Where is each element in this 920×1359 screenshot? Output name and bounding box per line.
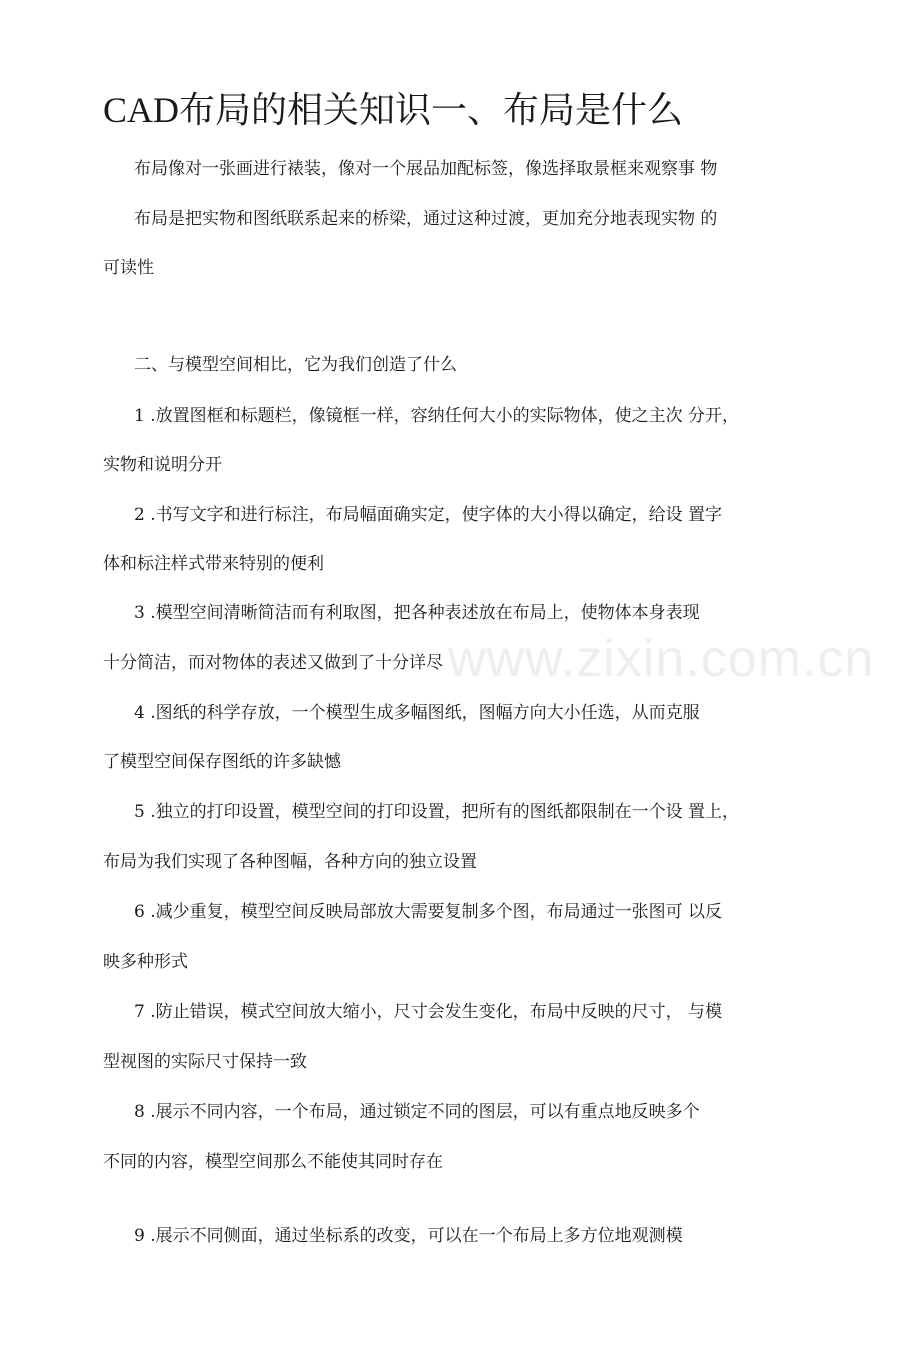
list-item-line: 9 .展示不同侧面，通过坐标系的改变，可以在一个布局上多方位地观测模 (134, 1226, 683, 1246)
list-item-line: 3 .模型空间清晰简洁而有利取图，把各种表述放在布局上，使物体本身表现 (134, 603, 700, 623)
list-item-line: 5 .独立的打印设置，模型空间的打印设置，把所有的图纸都限制在一个设 置上， (134, 802, 740, 822)
list-item-line: 体和标注样式带来特别的便利 (103, 554, 324, 574)
watermark: www.zixin.com.cn (448, 630, 875, 688)
paragraph-line: 布局是把实物和图纸联系起来的桥梁，通过这种过渡，更加充分地表现实物 的 (134, 209, 718, 229)
paragraph-line: 布局像对一张画进行裱装，像对一个展品加配标签，像选择取景框来观察事 物 (134, 159, 718, 179)
list-item-line: 2 .书写文字和进行标注，布局幅面确实定，使字体的大小得以确定，给设 置字 (134, 505, 723, 525)
paragraph-line: 可读性 (103, 258, 154, 278)
list-item-line: 8 .展示不同内容，一个布局，通过锁定不同的图层，可以有重点地反映多个 (134, 1102, 700, 1122)
list-item-line: 了模型空间保存图纸的许多缺憾 (103, 752, 341, 772)
list-item-line: 6 .减少重复，模型空间反映局部放大需要复制多个图，布局通过一张图可 以反 (134, 902, 723, 922)
list-item-line: 映多种形式 (103, 952, 188, 972)
list-item-line: 4 .图纸的科学存放，一个模型生成多幅图纸，图幅方向大小任选，从而克服 (134, 703, 700, 723)
list-item-line: 型视图的实际尺寸保持一致 (103, 1052, 307, 1072)
list-item-line: 实物和说明分开 (103, 455, 222, 475)
section-heading: 二、与模型空间相比，它为我们创造了什么 (134, 355, 457, 375)
list-item-line: 1 .放置图框和标题栏，像镜框一样，容纳任何大小的实际物体，使之主次 分开， (134, 406, 740, 426)
list-item-line: 布局为我们实现了各种图幅，各种方向的独立设置 (103, 852, 477, 872)
list-item-line: 十分简洁，而对物体的表述又做到了十分详尽 (103, 653, 443, 673)
document-title: CAD布局的相关知识一、布局是什么 (103, 90, 684, 130)
list-item-line: 7 .防止错误，模式空间放大缩小，尺寸会发生变化，布局中反映的尺寸， 与模 (134, 1002, 723, 1022)
list-item-line: 不同的内容，模型空间那么不能使其同时存在 (103, 1152, 443, 1172)
